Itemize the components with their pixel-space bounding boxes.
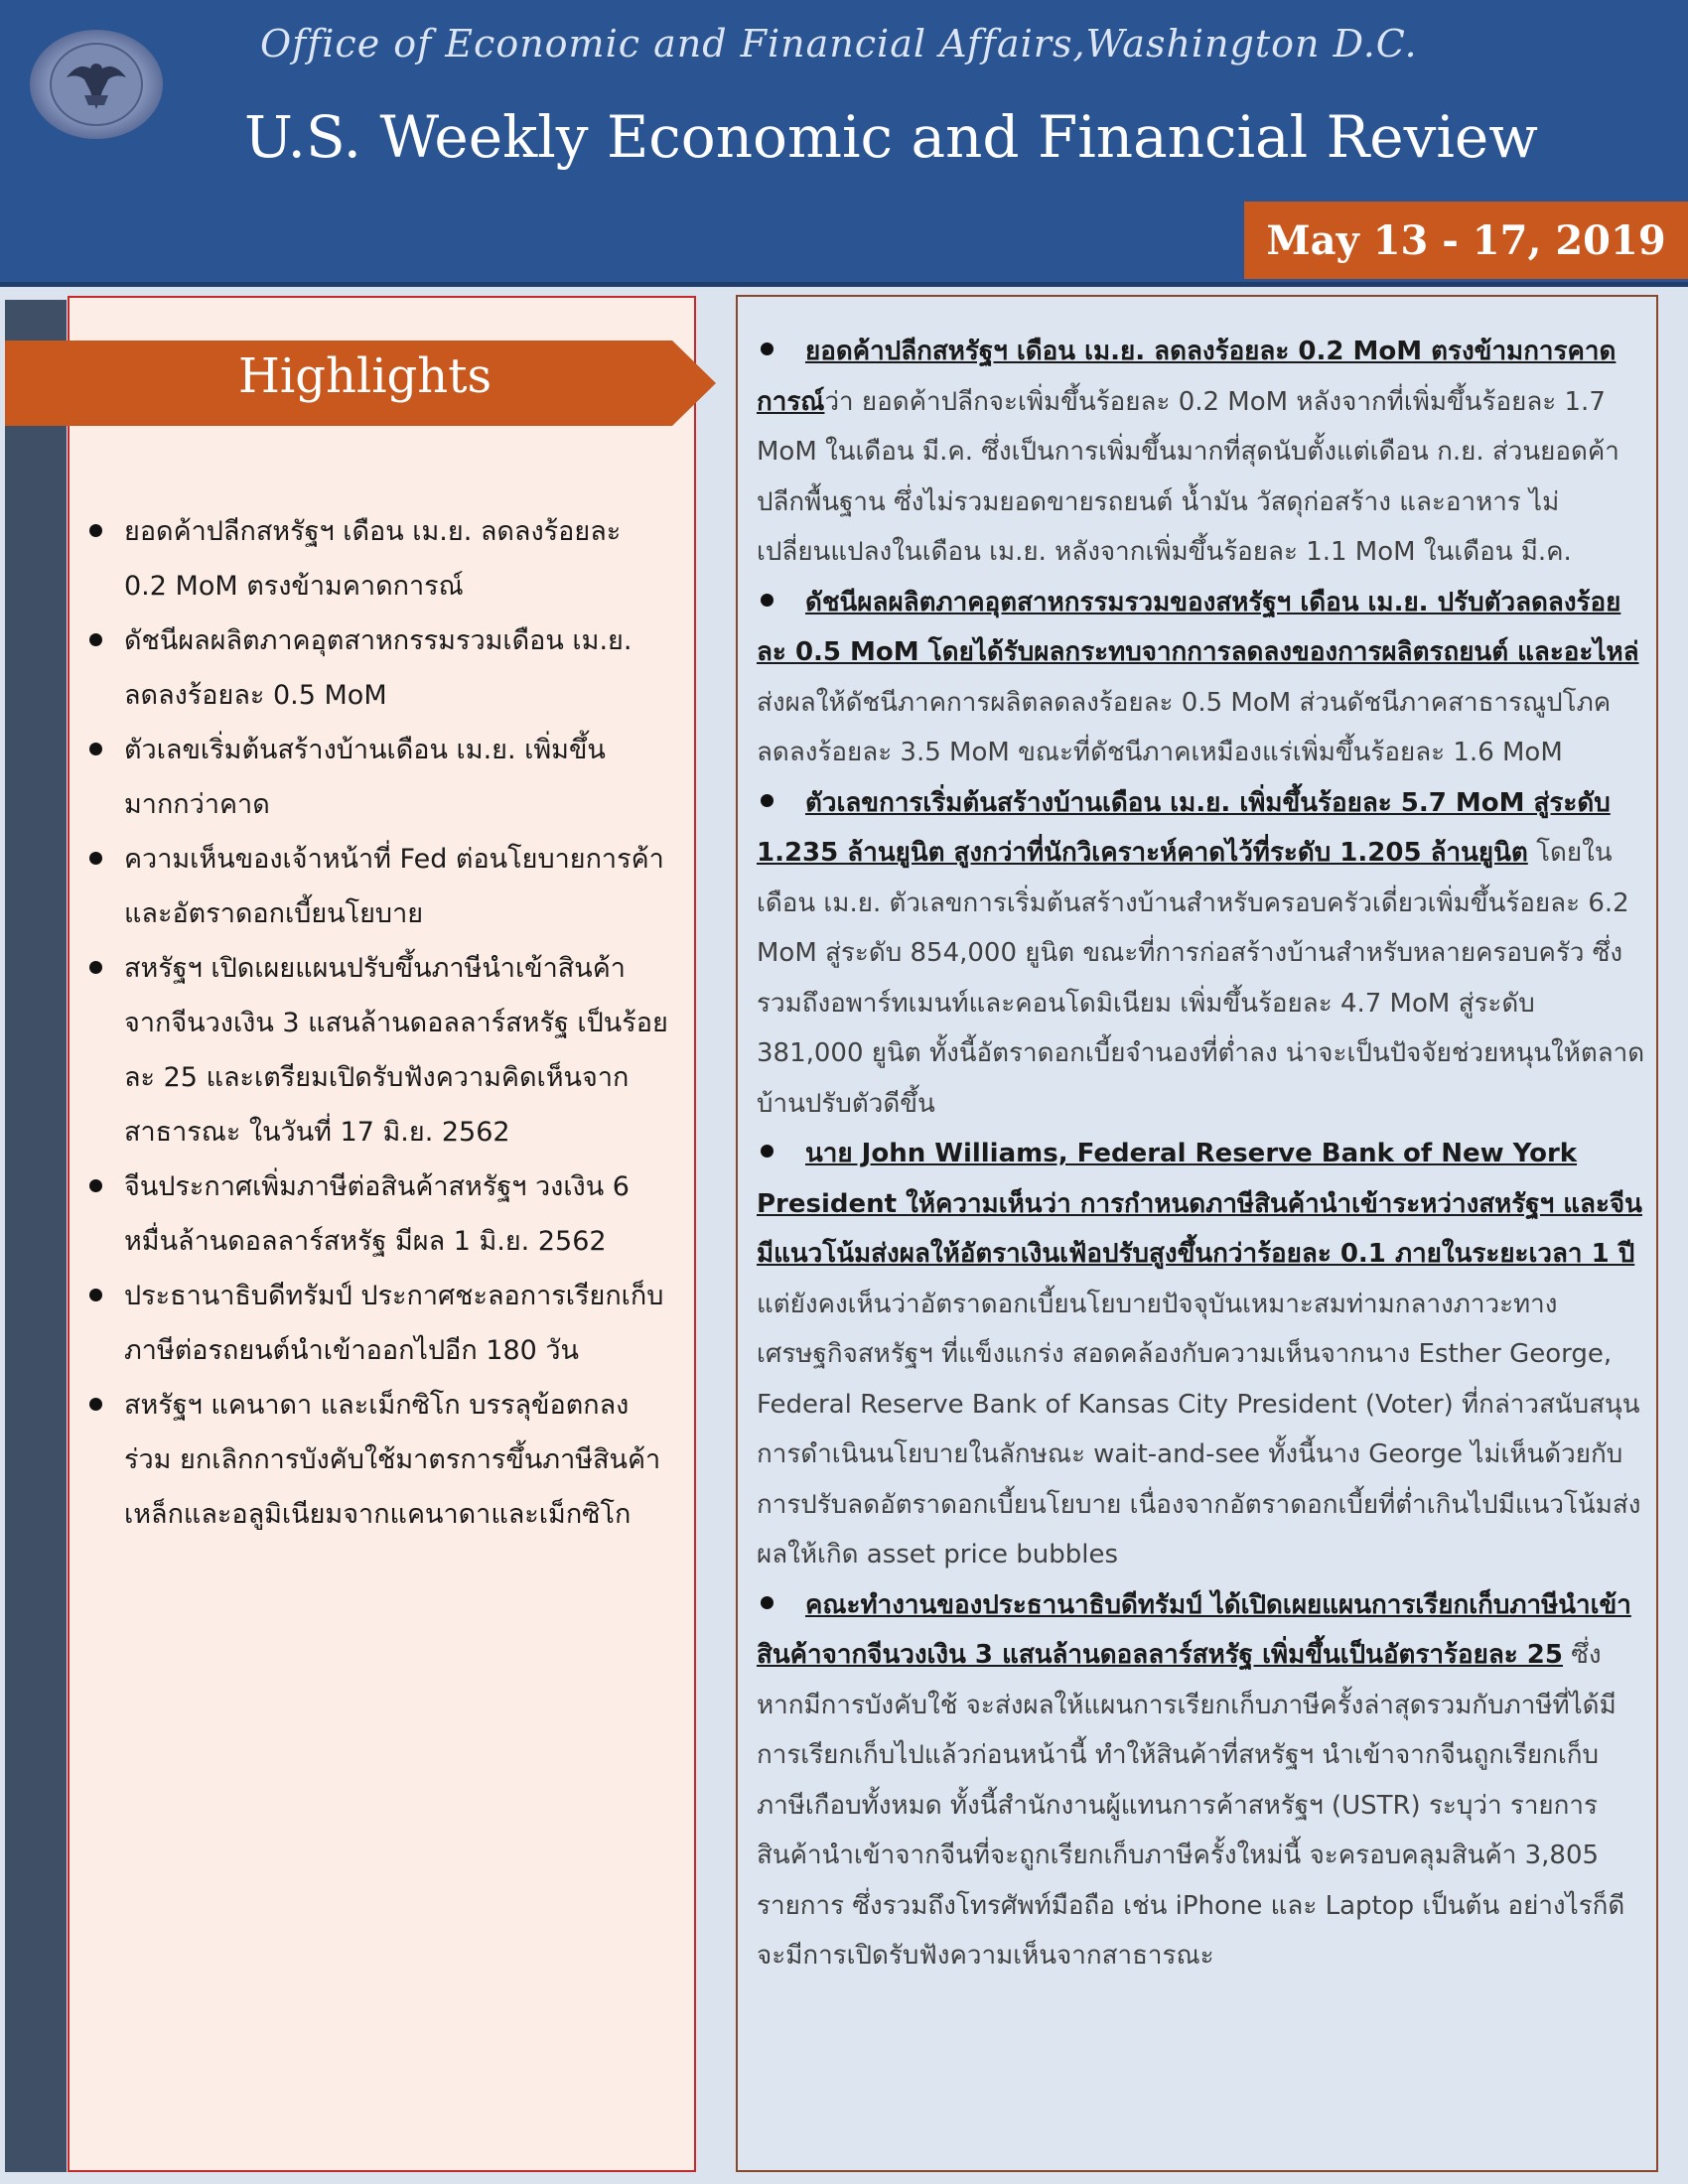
article-heading: นาย John Williams, Federal Reserve Bank of New York President ให้ความเห็นว่า การกำหนดภาษีสินค้านำเข้าระหว่างสหรัฐฯ และจีน มีแนวโน้มส่งผลให้อัตราเงินเฟ้อปรับสูงขึ้นกว่าร้อยละ 0.1 ภายในระยะเวลา 1 ปี (757, 1139, 1642, 1269)
highlight-text: จีนประกาศเพิ่มภาษีต่อสินค้าสหรัฐฯ วงเงิน 6 หมื่นล้านดอลลาร์สหรัฐ มีผล 1 มิ.ย. 2562 (124, 1171, 630, 1257)
date-badge (1244, 202, 1688, 279)
bullet-icon (761, 1145, 774, 1158)
highlight-text: สหรัฐฯ เปิดเผยแผนปรับขึ้นภาษีนำเข้าสินค้าจากจีนวงเงิน 3 แสนล้านดอลลาร์สหรัฐ เป็นร้อยละ 25 และเตรียมเปิดรับฟังความคิดเห็นจากสาธารณะ ในวันที่ 17 มิ.ย. 2562 (124, 953, 668, 1148)
list-item (87, 723, 668, 832)
bullet-icon (89, 524, 102, 537)
header-divider (0, 282, 1688, 287)
bullet-icon (761, 594, 774, 607)
bullet-icon (761, 1596, 774, 1609)
bullet-icon (761, 342, 774, 355)
highlight-text: ความเห็นของเจ้าหน้าที่ Fed ต่อนโยบายการค้าและอัตราดอกเบี้ยนโยบาย (124, 844, 664, 929)
page-header (0, 0, 1688, 282)
list-item (87, 1378, 668, 1542)
article-body: ส่งผลให้ดัชนีภาคการผลิตลดลงร้อยละ 0.5 MoM ส่วนดัชนีภาคสาธารณูปโภค ลดลงร้อยละ 3.5 MoM ขณะที่ดัชนีภาคเหมืองแร่เพิ่มขึ้นร้อยละ 1.6 MoM (757, 687, 1612, 767)
article-body: ว่า ยอดค้าปลีกจะเพิ่มขึ้นร้อยละ 0.2 MoM หลังจากที่เพิ่มขึ้นร้อยละ 1.7 MoM ในเดือน มี.ค. ซึ่งเป็นการเพิ่มขึ้นมากที่สุดนับตั้งแต่เดือน ก.ย. ส่วนยอดค้าปลีกพื้นฐาน ซึ่งไม่รวมยอดขายรถยนต์ น้ำมัน วัสดุก่อสร้าง และอาหาร ไม่เปลี่ยนแปลงในเดือน เม.ย. หลังจากเพิ่มขึ้นร้อยละ 1.1 MoM ในเดือน มี.ค. (757, 386, 1619, 567)
list-item (87, 832, 668, 941)
article-body: แต่ยังคงเห็นว่าอัตราดอกเบี้ยนโยบายปัจจุบันเหมาะสมท่ามกลางภาวะทางเศรษฐกิจสหรัฐฯ ที่แข็งแกร่ง สอดคล้องกับความเห็นจากนาง Esther George, Federal Reserve Bank of Kansas City President (Voter) ที่กล่าวสนับสนุนการดำเนินนโยบายในลักษณะ wait-and-see ทั้งนี้นาง George ไม่เห็นด้วยกับการปรับลดอัตราดอกเบี้ยนโยบาย เนื่องจากอัตราดอกเบี้ยที่ต่ำเกินไปมีแนวโน้มส่งผลให้เกิด asset price bubbles (757, 1289, 1641, 1570)
bullet-icon (89, 1179, 102, 1192)
highlights-list (87, 504, 668, 1542)
bullet-icon (761, 794, 774, 807)
article-heading: คณะทำงานของประธานาธิบดีทรัมป์ ได้เปิดเผยแผนการเรียกเก็บภาษีนำเข้าสินค้าจากจีนวงเงิน 3 แสนล้านดอลลาร์สหรัฐ เพิ่มขึ้นเป็นอัตราร้อยละ 25 (757, 1589, 1631, 1670)
date-text: May 13 - 17, 2019 (1266, 216, 1666, 264)
article-item (757, 1129, 1645, 1580)
highlight-text: ประธานาธิบดีทรัมป์ ประกาศชะลอการเรียกเก็บภาษีต่อรถยนต์นำเข้าออกไปอีก 180 วัน (124, 1281, 664, 1366)
articles-list (757, 327, 1645, 1981)
article-heading: ดัชนีผลผลิตภาคอุตสาหกรรมรวมของสหรัฐฯ เดือน เม.ย. ปรับตัวลดลงร้อยละ 0.5 MoM โดยได้รับผลกระทบจากการลดลงของการผลิตรถยนต์ และอะไหล่ (757, 587, 1639, 667)
page-title: U.S. Weekly Economic and Financial Review (244, 103, 1538, 171)
highlight-text: ดัชนีผลผลิตภาคอุตสาหกรรมรวมเดือน เม.ย. ลดลงร้อยละ 0.5 MoM (124, 625, 633, 711)
article-item (757, 778, 1645, 1130)
article-item (757, 578, 1645, 778)
bullet-icon (89, 633, 102, 646)
list-item (87, 614, 668, 723)
list-item (87, 504, 668, 614)
highlights-title: Highlights (238, 348, 492, 404)
article-body: ซึ่งหากมีการบังคับใช้ จะส่งผลให้แผนการเรียกเก็บภาษีครั้งล่าสุดรวมกับภาษีที่ได้มีการเรียกเก็บไปแล้วก่อนหน้านี้ ทำให้สินค้าที่สหรัฐฯ นำเข้าจากจีนถูกเรียกเก็บภาษีเกือบทั้งหมด ทั้งนี้สำนักงานผู้แทนการค้าสหรัฐฯ (USTR) ระบุว่า รายการสินค้านำเข้าจากจีนที่จะถูกเรียกเก็บภาษีครั้งใหม่นี้ จะครอบคลุมสินค้า 3,805 รายการ ซึ่งรวมถึงโทรศัพท์มือถือ เช่น iPhone และ Laptop เป็นต้น อย่างไรก็ดี จะมีการเปิดรับฟังความเห็นจากสาธารณะ (757, 1640, 1625, 1971)
bullet-icon (89, 1398, 102, 1411)
list-item (87, 1269, 668, 1378)
side-accent-bar (5, 300, 67, 2172)
bullet-icon (89, 1289, 102, 1301)
highlight-text: สหรัฐฯ แคนาดา และเม็กซิโก บรรลุข้อตกลงร่วม ยกเลิกการบังคับใช้มาตรการขึ้นภาษีสินค้าเหล็กและอลูมิเนียมจากแคนาดาและเม็กซิโก (124, 1390, 661, 1530)
eagle-seal-icon (30, 30, 163, 139)
article-item (757, 1580, 1645, 1981)
article-heading: ตัวเลขการเริ่มต้นสร้างบ้านเดือน เม.ย. เพิ่มขึ้นร้อยละ 5.7 MoM สู่ระดับ 1.235 ล้านยูนิต สูงกว่าที่นักวิเคราะห์คาดไว้ที่ระดับ 1.205 ล้านยูนิต (757, 787, 1611, 868)
highlight-text: ตัวเลขเริ่มต้นสร้างบ้านเดือน เม.ย. เพิ่มขึ้นมากกว่าคาด (124, 735, 606, 820)
article-item (757, 327, 1645, 578)
list-item (87, 1160, 668, 1269)
list-item (87, 941, 668, 1160)
bullet-icon (89, 961, 102, 974)
office-name: Office of Economic and Financial Affairs,Washington D.C. (260, 22, 1418, 66)
article-heading: ยอดค้าปลีกสหรัฐฯ เดือน เม.ย. ลดลงร้อยละ 0.2 MoM ตรงข้ามการคาดการณ์ (757, 337, 1617, 417)
article-body: โดยในเดือน เม.ย. ตัวเลขการเริ่มต้นสร้างบ้านสำหรับครอบครัวเดี่ยวเพิ่มขึ้นร้อยละ 6.2 MoM สู่ระดับ 854,000 ยูนิต ขณะที่การก่อสร้างบ้านสำหรับหลายครอบครัว ซึ่งรวมถึงอพาร์ทเมนท์และคอนโดมิเนียม เพิ่มขึ้นร้อยละ 4.7 MoM สู่ระดับ 381,000 ยูนิต ทั้งนี้อัตราดอกเบี้ยจำนองที่ต่ำลง น่าจะเป็นปัจจัยช่วยหนุนให้ตลาดบ้านปรับตัวดีขึ้น (757, 838, 1645, 1119)
bullet-icon (89, 743, 102, 755)
highlight-text: ยอดค้าปลีกสหรัฐฯ เดือน เม.ย. ลดลงร้อยละ 0.2 MoM ตรงข้ามคาดการณ์ (124, 516, 622, 602)
bullet-icon (89, 852, 102, 865)
